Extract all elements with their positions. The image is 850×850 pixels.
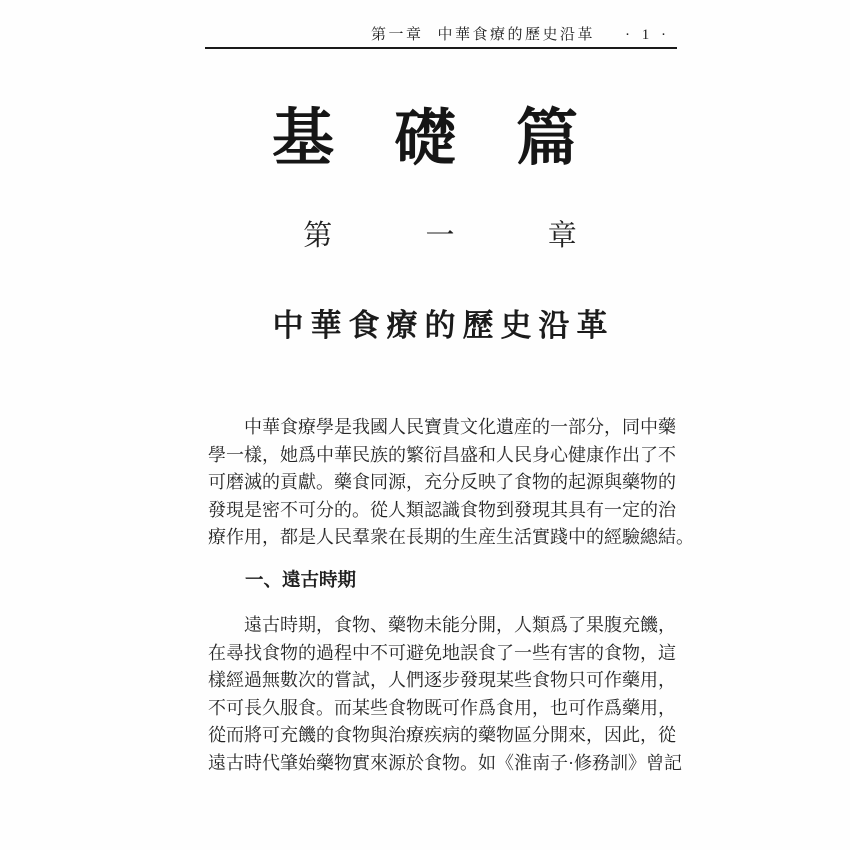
paragraph-line: 在尋找食物的過程中不可避免地誤食了一些有害的食物，這 bbox=[208, 642, 676, 663]
paragraph-line: 療作用，都是人民羣衆在長期的生産生活實踐中的經驗總結。 bbox=[208, 527, 694, 548]
running-header bbox=[371, 23, 670, 44]
paragraph-line: 中華食療學是我國人民寶貴文化遺産的一部分，同中藥 bbox=[244, 417, 676, 437]
section-heading: 一、遠古時期 bbox=[245, 569, 357, 590]
paragraph-line: 學一樣，她爲中華民族的繁衍昌盛和人民身心健康作出了不 bbox=[208, 444, 676, 465]
part-title: 基礎篇 bbox=[271, 105, 638, 173]
paragraph-ancient-times bbox=[208, 612, 682, 778]
running-header-title: 中華食療的歷史沿革 bbox=[437, 27, 595, 43]
paragraph-line: 樣經過無數次的嘗試，人們逐步發現某些食物只可作藥用， bbox=[208, 670, 676, 691]
paragraph-line: 可磨滅的貢獻。藥食同源，充分反映了食物的起源與藥物的 bbox=[208, 472, 676, 493]
paragraph-line: 發現是密不可分的。從人類認識食物到發現其具有一定的治 bbox=[208, 499, 676, 520]
running-header-chapter: 第一章 bbox=[370, 27, 424, 43]
page-number: · 1 · bbox=[625, 27, 670, 43]
paragraph-line: 遠古時代肇始藥物實來源於食物。如《淮南子·修務訓》曾記 bbox=[208, 752, 682, 773]
paragraph-line: 遠古時期，食物、藥物未能分開，人類爲了果腹充饑， bbox=[244, 615, 676, 635]
chapter-title: 中華食療的歷史沿革 bbox=[272, 308, 615, 343]
paragraph-line: 不可長久服食。而某些食物既可作爲食用，也可作爲藥用， bbox=[208, 697, 676, 718]
paragraph-line: 從而將可充饑的食物與治療疾病的藥物區分開來，因此，從 bbox=[208, 725, 676, 746]
chapter-number: 第 一 章 bbox=[303, 220, 620, 252]
header-rule bbox=[205, 47, 677, 49]
paragraph-intro bbox=[208, 414, 694, 552]
